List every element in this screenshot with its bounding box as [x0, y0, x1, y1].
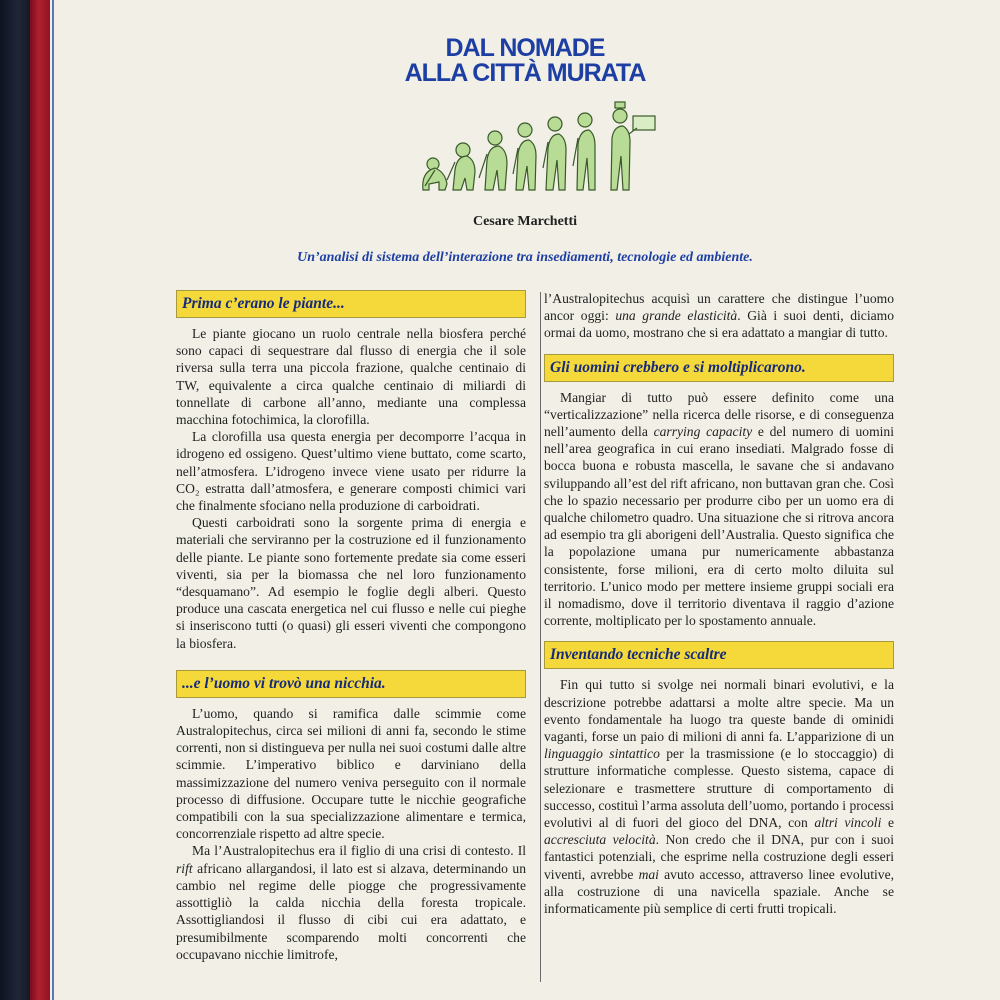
text-run: avuto accesso, attraverso linee evolutive, alla costruzione di una navicella spaziale. Anche se informaticamente più semplice di certi frutti tropicali. [544, 866, 894, 917]
italic-term: linguaggio sintattico [544, 746, 660, 762]
section-heading: Inventando tecniche scaltre [544, 641, 894, 669]
italic-term: rift [176, 860, 193, 876]
section-heading: Gli uomini crebbero e si moltiplicarono. [544, 354, 894, 382]
margin-rule [52, 0, 54, 1000]
hominid-figure-4 [513, 123, 536, 190]
text-run: Mangiar di tutto può essere definito come una “verticalizzazione” nella ricerca delle risorse, e di conseguenza nell’aumento della [544, 389, 894, 440]
ape-figure [423, 158, 447, 190]
italic-term: una grande elasticità [615, 308, 738, 324]
paragraph [176, 842, 526, 962]
author-name: Cesare Marchetti [472, 214, 578, 229]
evolution-illustration [415, 98, 660, 194]
text-run: e [881, 815, 895, 831]
paragraph [544, 290, 894, 342]
text-run: l’Australopitechus acquisì un carattere che distingue l’uomo ancor oggi: [544, 291, 894, 324]
column-divider [540, 292, 541, 982]
book-binding [0, 0, 30, 1000]
paragraph [544, 676, 894, 917]
article-title-line-1: DAL NOMADE [445, 34, 605, 62]
text-run: Ma l’Australopitechus era il figlio di una crisi di contesto. Il [192, 843, 526, 859]
italic-term: altri vincoli [814, 815, 882, 831]
paragraph [544, 389, 894, 630]
paragraph: L’uomo, quando si ramifica dalle scimmie come Australopitechus, circa sei milioni di anni fa, secondo le stime correnti, non si distingueva per nulla nei suoi costumi dalle altre scimmie. L’imperativo biblico e darviniano della massimizzazione del numero veniva perseguito con il normale processo di diffusione. Occupare tutte le nicchie geografiche compatibili con la sua specializzazione alimentare e termica, concorrenziale rispetto ad altre specie. [176, 705, 526, 842]
paragraph: Questi carboidrati sono la sorgente prima di energia e materiali che serviranno per la costruzione ed il funzionamento delle piante. Le piante sono fortemente predate sia come esseri viventi, sia per la biomassa che nel loro funzionamento “desquamano”. Ad esempio le foglie degli alberi. Questo produce una cascata energetica nel cui flusso e nelle cui pieghe si inseriscono tutti (o quasi) gli esseri viventi che compongono la biosfera. [176, 515, 526, 651]
text-run: africano allargandosi, il lato est si alzava, determinando un cambio nel regime delle piogge che progressivamente assottigliò la calda nicchia della foresta tropicale. Assottigliandosi il flusso di cibi cui era adattato, e presumibilmente scomparendo molti concorrenti che occupavano nicchie limitrofe, [176, 860, 526, 962]
italic-term: accresciuta velocità [544, 832, 656, 848]
article-title-line-2: ALLA CITTÀ MURATA [404, 59, 646, 87]
right-column [544, 290, 894, 917]
hominid-figure-6 [573, 113, 595, 190]
hominid-figure-5 [543, 117, 566, 190]
article-subtitle: Un’analisi di sistema dell’interazione tra insediamenti, tecnologie ed ambiente. [297, 250, 753, 265]
text-run: . Non credo che il DNA, pur con i suoi fantastici potenziali, che esprime nella costruzione degli esseri viventi, avrebbe [544, 832, 894, 882]
italic-term: carrying capacity [653, 424, 753, 440]
text-run: per la trasmissione (e lo stoccaggio) di strutture informatiche complesse. Questo sistema, capace di selezionare e trasmettere strutture di comportamento di successo, costituì l’arma assoluta dell’uomo, portando i processi evolutivi al di fuori del gioco del DNA, con [544, 746, 894, 831]
book-spine-edge [30, 0, 50, 1000]
text-run: Fin qui tutto si svolge nei normali binari evolutivi, e la descrizione potrebbe adattarsi a molte altre specie. Ma un evento fondamentale ha luogo tra queste bande di ominidi vaganti, forse un paio di milioni di anni fa. L’apparizione di un [544, 677, 894, 745]
hominid-figure-2 [447, 143, 475, 190]
text-run: e del numero di uomini nell’area geografica in cui erano insediati. Malgrado fosse di bocca buona e robusta mascella, le savane che si andavano sviluppando all’est del rift africano, non buttavan gran che. Così che lo spazio necessario per produrre cibo per un uomo era di qualche chilometro quadro. Una situazione che si ritrova ancora ad esempio tra gli aborigeni dell’Australia. Questo significa che la popolazione umana pur numericamente abbastanza consistente, forse milioni, era di certo molto diluita sul territorio. L’unico modo per mettere insieme gruppi sociali era il nomadismo, dove il territorio diventava il raggio d’azione corrente, moltiplicato per lo spostamento annuale. [544, 424, 894, 629]
paragraph: Le piante giocano un ruolo centrale nella biosfera perché sono capaci di sequestrare dal flusso di energia che il sole riversa sulla terra una piccola frazione, qualche centinaio di TW, equivalente a circa qualche centinaio di miliardi di tonnellate di carbone all’anno, mediante una complessa macchina fotochimica, la clorofilla. [176, 326, 526, 428]
paragraph: La clorofilla usa questa energia per decomporre l’acqua in idrogeno ed ossigeno. Quest’ultimo viene buttato, come scarto, nell’atmosfera. L’idrogeno invece viene usato per ridurre la CO₂ estratta dall’atmosfera, e generare composti chimici vari che finalmente sfociano nella produzione di carboidrati. [176, 429, 526, 514]
text-run: . Già i suoi denti, diciamo ormai da uomo, mostrano che si era adattato a mangiar di tutto. [544, 308, 894, 341]
hominid-figure-3 [479, 131, 507, 190]
magazine-page [50, 0, 1000, 1000]
left-column [176, 290, 526, 963]
section-heading: Prima c’erano le piante... [176, 290, 526, 318]
modern-man-figure [611, 102, 655, 190]
section-heading: ...e l’uomo vi trovò una nicchia. [176, 670, 526, 698]
italic-term: mai [638, 866, 659, 882]
